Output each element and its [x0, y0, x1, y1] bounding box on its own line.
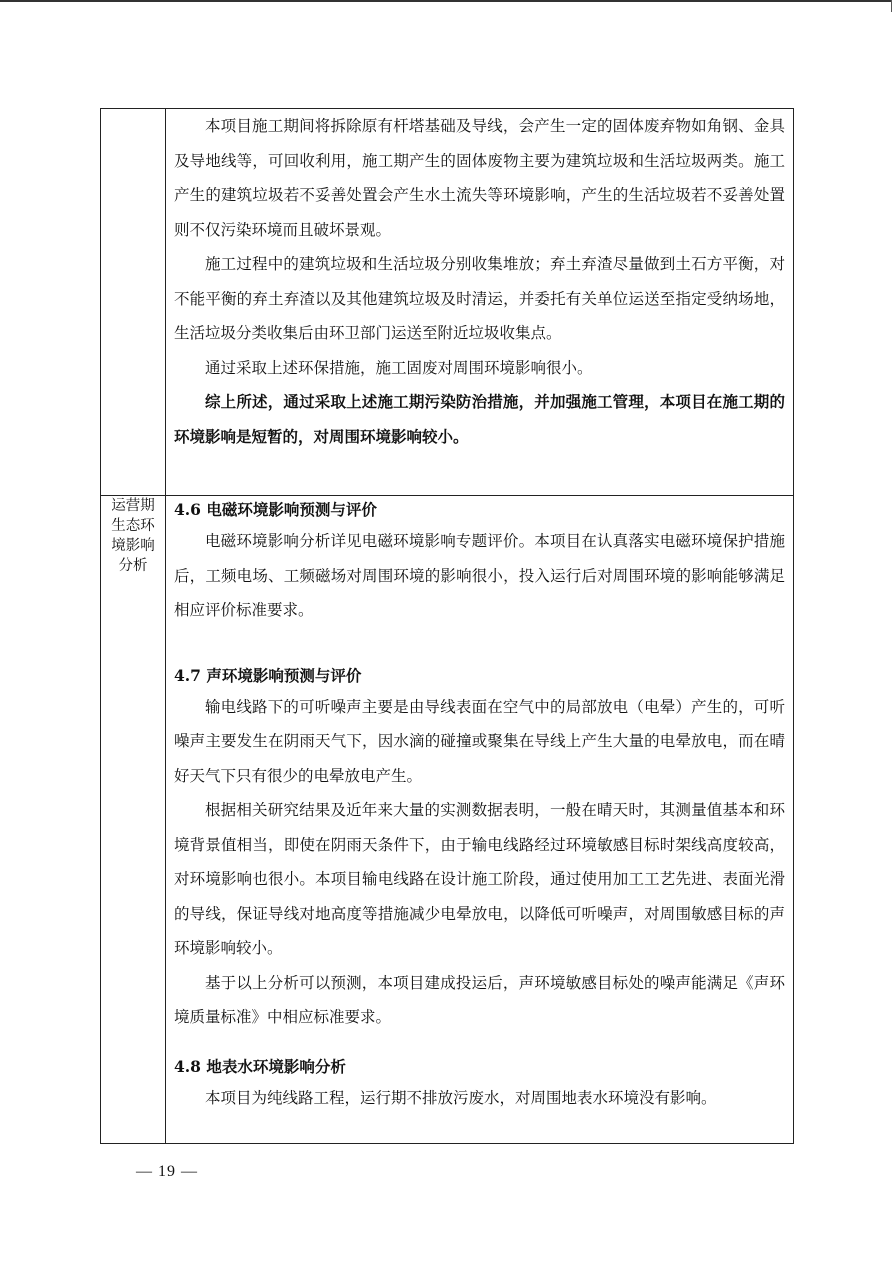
construction-content-cell	[166, 109, 794, 496]
blank-line	[174, 1035, 785, 1053]
paragraph: 本项目为纯线路工程，运行期不排放污废水，对周围地表水环境没有影响。	[205, 1088, 717, 1107]
row-label-text: 运营期生态环境影响分析	[111, 498, 155, 574]
assessment-table	[100, 108, 794, 1144]
row-label-operation	[101, 496, 166, 1144]
table-row	[101, 496, 794, 1144]
paragraph: 本项目施工期间将拆除原有杆塔基础及导线，会产生一定的固体废弃物如角钢、金具及导地线等，可回收利用，施工期产生的固体废物主要为建筑垃圾和生活垃圾两类。施工产生的建筑垃圾若不妥善处置会产生水土流失等环境影响，产生的生活垃圾若不妥善处置则不仅污染环境而且破坏景观。	[174, 117, 785, 239]
paragraph: 电磁环境影响分析详见电磁环境影响专题评价。本项目在认真落实电磁环境保护措施后，工频电场、工频磁场对周围环境的影响很小，投入运行后对周围环境的影响能够满足相应评价标准要求。	[174, 532, 785, 619]
operation-content-cell	[166, 496, 794, 1144]
paragraph: 通过采取上述环保措施，施工固废对周围环境影响很小。	[205, 358, 593, 377]
section-heading-4-7: 4.7 声环境影响预测与评价	[174, 665, 362, 685]
section-heading-4-6: 4.6 电磁环境影响预测与评价	[174, 500, 377, 519]
paragraph: 施工过程中的建筑垃圾和生活垃圾分别收集堆放；弃土弃渣尽量做到土石方平衡，对不能平衡的弃土弃渣以及其他建筑垃圾及时清运，并委托有关单位运送至指定受纳场地，生活垃圾分类收集后由环卫部门运送至附近垃圾收集点。	[174, 255, 785, 342]
section-heading-4-8: 4.8 地表水环境影响分析	[174, 1056, 346, 1076]
summary-paragraph: 综上所述，通过采取上述施工期污染防治措施，并加强施工管理，本项目在施工期的环境影响是短暂的，对周围环境影响较小。	[174, 392, 785, 446]
blank-line	[174, 628, 785, 662]
construction-content	[166, 109, 793, 454]
paragraph: 输电线路下的可听噪声主要是由导线表面在空气中的局部放电（电晕）产生的，可听噪声主要发生在阴雨天气下，因水滴的碰撞或聚集在导线上产生大量的电晕放电，而在晴好天气下只有很少的电晕放电产生。	[174, 697, 785, 785]
row-label-construction	[101, 109, 166, 496]
paragraph: 根据相关研究结果及近年来大量的实测数据表明，一般在晴天时，其测量值基本和环境背景值相当，即使在阴雨天条件下，由于输电线路经过环境敏感目标时架线高度较高，对环境影响也很小。本项目输电线路在设计施工阶段，通过使用加工工艺先进、表面光滑的导线，保证导线对地高度等措施减少电晕放电，以降低可听噪声，对周围敏感目标的声环境影响较小。	[174, 801, 785, 957]
operation-content	[166, 496, 793, 1115]
top-border-line	[0, 0, 892, 2]
page-number: — 19 —	[136, 1163, 198, 1180]
paragraph: 基于以上分析可以预测，本项目建成投运后，声环境敏感目标处的噪声能满足《声环境质量标准》中相应标准要求。	[174, 973, 785, 1026]
table-row	[101, 109, 794, 496]
